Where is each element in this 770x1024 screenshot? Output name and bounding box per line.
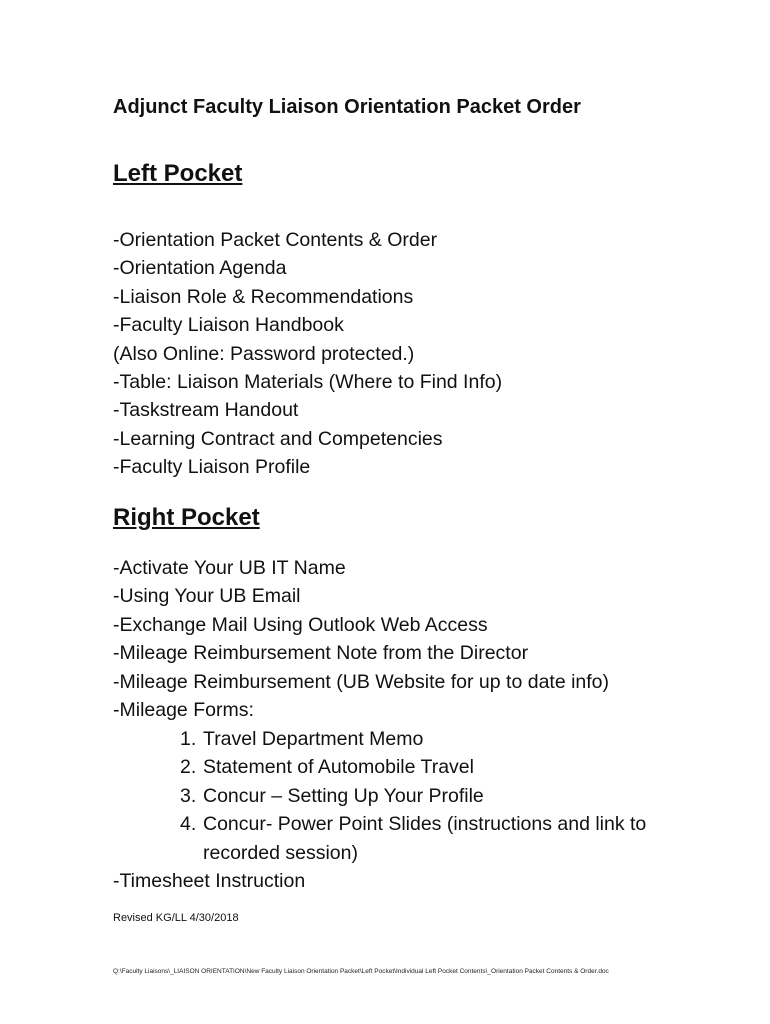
item-number: 4. <box>180 813 197 836</box>
numbered-item <box>180 782 653 810</box>
list-item: -Orientation Agenda <box>113 257 287 280</box>
list-item: -Taskstream Handout <box>113 399 299 422</box>
item-number: 1. <box>180 728 197 750</box>
list-item: -Faculty Liaison Handbook <box>113 314 344 337</box>
list-item: -Faculty Liaison Profile <box>113 456 311 479</box>
numbered-item <box>180 810 653 867</box>
mileage-forms-list <box>180 725 653 867</box>
item-number: 3. <box>180 784 197 807</box>
document-title: Adjunct Faculty Liaison Orientation Packet Order <box>113 96 581 118</box>
list-item: -Mileage Reimbursement Note from the Director <box>113 642 529 665</box>
numbered-item <box>180 753 653 781</box>
item-text: Concur- Power Point Slides (instructions and link to recorded session) <box>203 813 647 864</box>
revised-note: Revised KG/LL 4/30/2018 <box>113 912 239 924</box>
list-item: -Learning Contract and Competencies <box>113 427 443 450</box>
item-text: Concur – Setting Up Your Profile <box>203 784 484 807</box>
list-item: -Mileage Forms: <box>113 699 254 722</box>
left-pocket-list <box>113 226 502 482</box>
left-pocket-heading: Left Pocket <box>113 160 243 187</box>
list-item: -Mileage Reimbursement (UB Website for up to date info) <box>113 670 610 693</box>
item-text: Travel Department Memo <box>203 728 424 750</box>
footer-file-path: Q:\Faculty Liaisons\_LIAISON ORIENTATION\New Faculty Liaison Orientation Packet\Left Pocket\Individual Left Pocket Contents\_Orientation Packet Contents & Order.doc <box>113 968 609 975</box>
list-item: -Using Your UB Email <box>113 585 301 608</box>
list-item: -Timesheet Instruction <box>113 870 306 892</box>
numbered-item <box>180 725 653 753</box>
right-pocket-list-end <box>113 867 305 895</box>
list-item: -Exchange Mail Using Outlook Web Access <box>113 613 488 636</box>
list-item: -Liaison Role & Recommendations <box>113 285 414 308</box>
list-item: (Also Online: Password protected.) <box>113 342 415 365</box>
right-pocket-list <box>113 554 609 724</box>
item-text: Statement of Automobile Travel <box>203 756 474 779</box>
list-item: -Orientation Packet Contents & Order <box>113 229 438 251</box>
list-item: -Activate Your UB IT Name <box>113 557 346 579</box>
item-number: 2. <box>180 756 197 779</box>
list-item: -Table: Liaison Materials (Where to Find Info) <box>113 371 503 394</box>
right-pocket-heading: Right Pocket <box>113 504 260 531</box>
